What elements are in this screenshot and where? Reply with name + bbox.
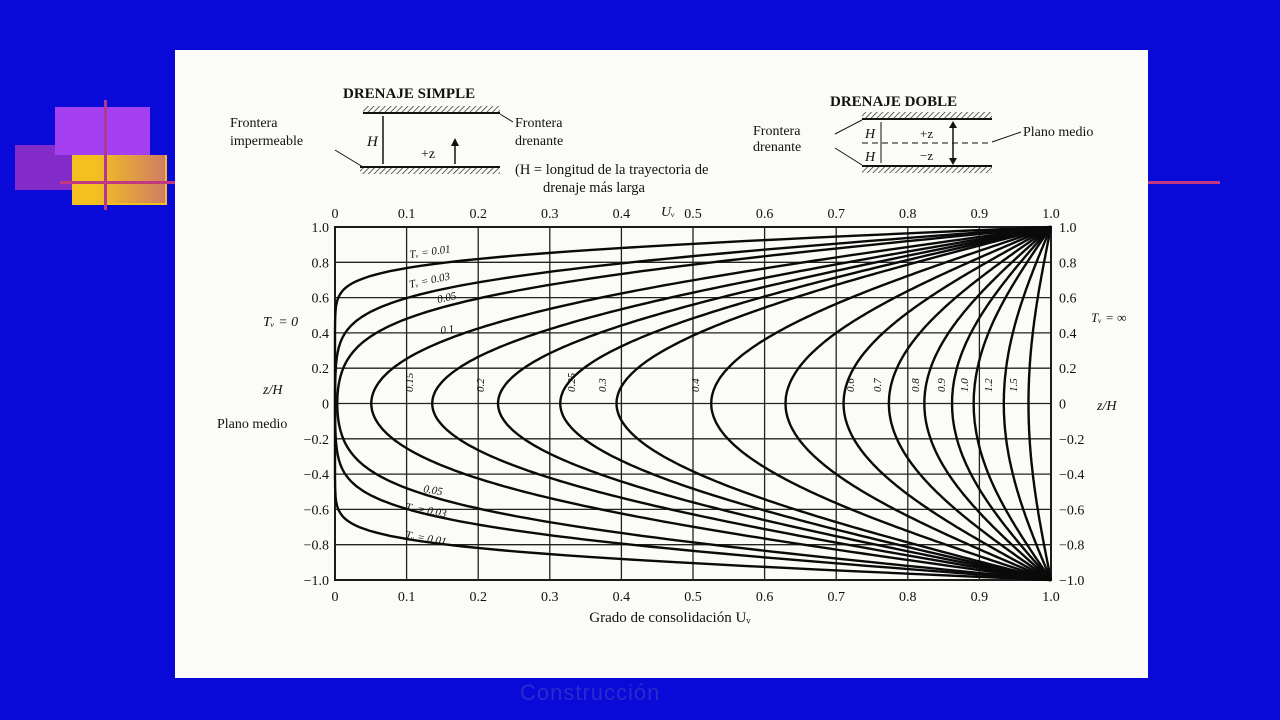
double-z-arrow-down: [949, 158, 957, 165]
consolidation-chart: [217, 205, 1126, 626]
double-bottom-hatch: [862, 167, 992, 173]
simple-left-label-2: impermeable: [230, 134, 304, 149]
left-leader-line: [335, 150, 363, 167]
simple-drainage-title: DRENAJE SIMPLE: [343, 86, 476, 102]
x-tick-label-top: 1.0: [1042, 207, 1060, 222]
x-tick-label: 0.1: [397, 590, 416, 605]
double-h-bottom: H: [865, 150, 876, 165]
curve-label: 0.15: [404, 372, 416, 392]
y-tick-label-right: 0.4: [1059, 326, 1077, 342]
double-top-hatch: [862, 112, 992, 118]
curve-label: 0.05: [436, 290, 458, 306]
simple-drainage-diagram: [230, 86, 708, 196]
double-mid-leader: [992, 132, 1021, 142]
y-tick-label: −0.6: [303, 503, 329, 519]
curve-label: 0.2: [475, 378, 487, 392]
x-tick-label: 0.3: [541, 590, 559, 605]
x-tick-label: 0.5: [684, 590, 702, 605]
bottom-boundary-hatch: [360, 168, 500, 174]
z-arrow-head: [451, 138, 459, 146]
double-drainage-title: DRENAJE DOBLE: [830, 94, 958, 110]
curve-label: 0.4: [690, 378, 702, 392]
curve-label: Tᵥ = 0.01: [404, 529, 448, 549]
x-tick-label-top: 0.6: [755, 207, 774, 222]
y-tick-label: 0.6: [311, 291, 329, 307]
y-tick-label-right: 0.2: [1059, 362, 1077, 378]
double-z-neg: −z: [920, 148, 934, 163]
right-leader-line: [500, 114, 513, 122]
y-tick-label: 0.8: [311, 256, 329, 272]
double-leader-bottom: [835, 148, 862, 165]
curve-label: Tᵥ = 0.03: [404, 501, 448, 521]
y-tick-label-right: 0.6: [1059, 291, 1077, 307]
y-tick-label: −1.0: [303, 574, 329, 589]
x-tick-label: 0.4: [612, 590, 631, 605]
curve-label: 0.05: [422, 483, 444, 499]
curve-label: 0.3: [597, 378, 609, 392]
double-z-arrow-up: [949, 121, 957, 128]
footer-text: Construcción: [520, 680, 661, 705]
curve-label: 1.0: [959, 378, 971, 392]
figure-panel: [175, 50, 1148, 678]
x-tick-label-top: 0.8: [899, 207, 917, 222]
y-tick-label-right: −0.6: [1059, 503, 1085, 519]
simple-note-2: drenaje más larga: [543, 180, 645, 196]
x-tick-label-top: 0.1: [397, 207, 416, 222]
x-tick-label: 0.6: [755, 590, 774, 605]
y-tick-label: 0: [322, 397, 329, 413]
y-tick-label: −0.2: [303, 432, 329, 448]
y-tick-label-right: −0.2: [1059, 432, 1085, 448]
y-tick-label: −0.8: [303, 538, 329, 554]
curve-label: Tᵥ = 0.01: [408, 243, 452, 261]
x-tick-label-top: 0.4: [612, 207, 631, 222]
x-tick-label: 0.7: [827, 590, 845, 605]
double-drainage-diagram: [753, 94, 1093, 173]
curve-label: 0.1: [439, 323, 456, 337]
x-tick-label-top: 0.5: [684, 207, 702, 222]
y-tick-label-right: −1.0: [1059, 574, 1085, 589]
curve-label: 0.7: [872, 378, 884, 392]
x-tick-label: 0.9: [970, 590, 989, 605]
h-label: H: [367, 134, 378, 150]
x-tick-label: 0.8: [899, 590, 917, 605]
curve-label: 0.8: [910, 378, 922, 392]
y-tick-label: 0.2: [311, 362, 329, 378]
double-h-top: H: [865, 127, 876, 142]
x-tick-label-top: 0.7: [827, 207, 845, 222]
decor-vertical-line: [104, 100, 107, 210]
plano-medio-label: Plano medio: [217, 417, 288, 432]
x-tick-label-top: 0.2: [469, 207, 487, 222]
x-tick-label: 0.2: [469, 590, 487, 605]
x-tick-label-top: 0.9: [970, 207, 989, 222]
y-tick-label-right: 1.0: [1059, 221, 1077, 236]
y-tick-label-right: −0.8: [1059, 538, 1085, 554]
y-tick-label-right: 0.8: [1059, 256, 1077, 272]
decor-square-purple: [55, 107, 150, 155]
simple-right-label-1: Frontera: [515, 116, 563, 131]
curve-label: 1.5: [1008, 378, 1020, 392]
x-tick-label-top: 0: [331, 207, 339, 222]
curve-label: 0.25: [566, 372, 578, 392]
simple-note-1: (H = longitud de la trayectoria de: [515, 162, 709, 178]
simple-left-label-1: Frontera: [230, 116, 278, 131]
double-leader-top: [835, 120, 862, 134]
z-label: +z: [421, 147, 436, 162]
double-left-label-1: Frontera: [753, 124, 801, 139]
simple-right-label-2: drenante: [515, 134, 564, 149]
y-tick-label: 0.4: [311, 326, 329, 342]
y-tick-label: −0.4: [303, 468, 329, 484]
x-tick-label-top: 0.3: [541, 207, 559, 222]
curve-label: Tᵥ = 0.03: [408, 270, 452, 291]
curve-label: 0.6: [845, 378, 857, 392]
double-mid-label: Plano medio: [1023, 125, 1094, 140]
y-axis-label-right: z/H: [1097, 399, 1117, 414]
consolidation-figure: [175, 50, 1148, 678]
y-tick-label-right: 0: [1059, 397, 1066, 413]
tv-zero-label: Tᵥ = 0: [263, 315, 299, 330]
double-z-pos: +z: [920, 126, 934, 141]
curve-label: 0.9: [936, 378, 948, 392]
curve-label: 1.2: [983, 378, 995, 392]
y-axis-label-left: z/H: [263, 383, 283, 398]
x-axis-label: Grado de consolidación Uᵥ: [589, 610, 751, 626]
x-axis-label-top: Uᵥ: [661, 205, 676, 220]
y-tick-label-right: −0.4: [1059, 468, 1085, 484]
tv-infinity-label: Tᵥ = ∞: [1091, 310, 1127, 325]
top-boundary-hatch: [363, 106, 500, 112]
x-tick-label: 1.0: [1042, 590, 1060, 605]
double-left-label-2: drenante: [753, 140, 802, 155]
y-tick-label: 1.0: [311, 221, 329, 236]
x-tick-label: 0: [331, 590, 339, 605]
